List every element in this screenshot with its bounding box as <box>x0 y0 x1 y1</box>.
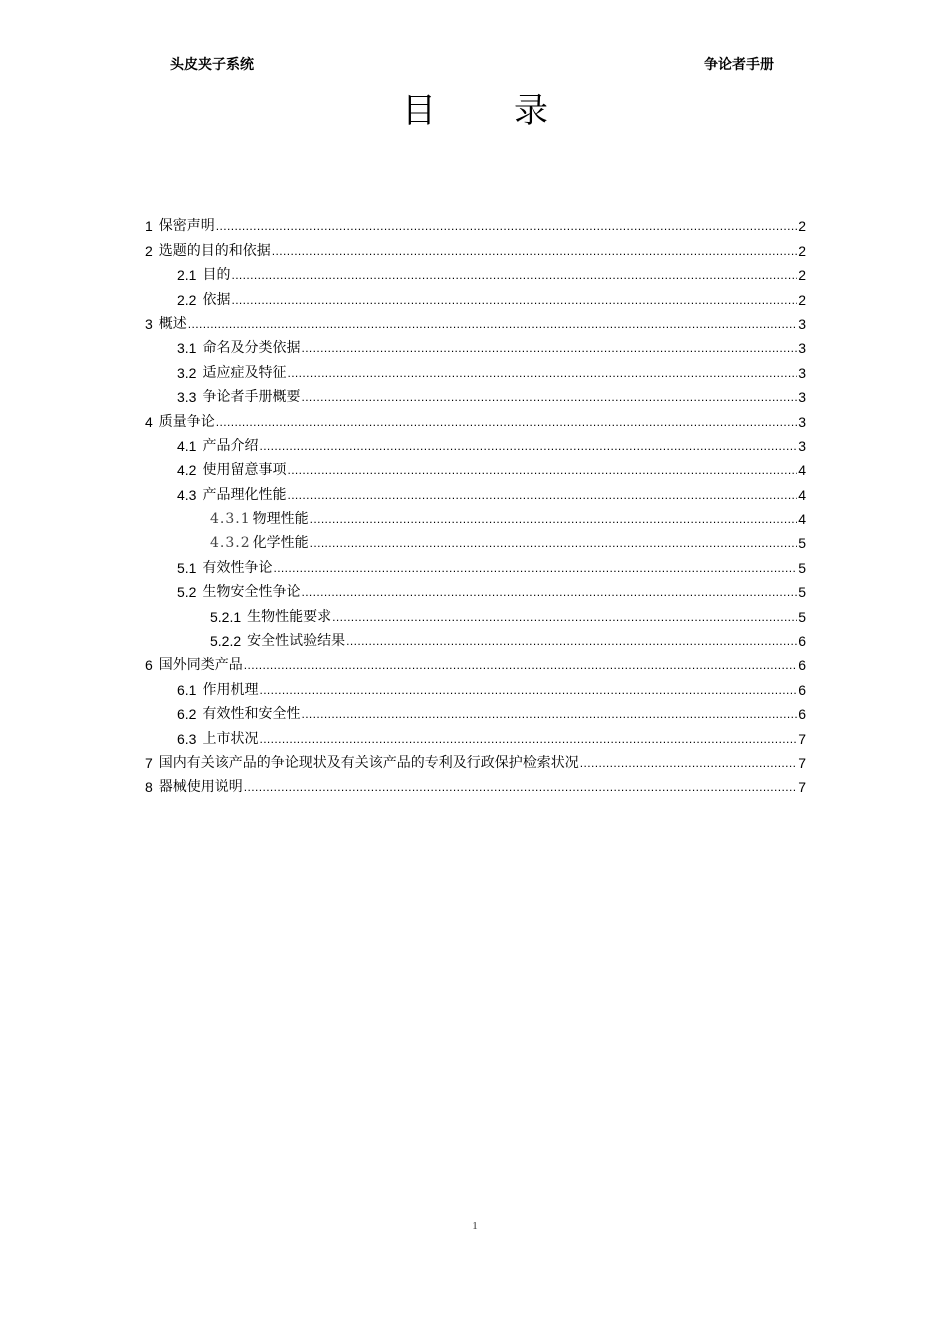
toc-entry-text: 生物安全性争论 <box>202 584 301 601</box>
toc-entry-page: 3 <box>798 315 806 332</box>
toc-entry-number: 5.2.1 <box>210 608 242 625</box>
toc-leader-dots <box>259 729 797 749</box>
toc-entry-number: 4.1 <box>177 437 197 454</box>
toc-entry-number: 3.1 <box>177 340 197 357</box>
toc-entry[interactable] <box>145 310 806 334</box>
toc-entry-page: 7 <box>798 779 806 796</box>
toc-entry[interactable] <box>145 700 806 724</box>
toc-entry-number: 6.3 <box>177 730 197 747</box>
toc-leader-dots <box>188 314 797 334</box>
toc-entry-number: 6 <box>145 657 153 674</box>
toc-entry-page: 3 <box>798 364 806 381</box>
toc-entry-page: 5 <box>798 535 806 552</box>
toc-entry[interactable] <box>145 285 806 309</box>
toc-leader-dots <box>231 290 797 310</box>
toc-entry-text: 上市状况 <box>202 730 259 747</box>
toc-entry[interactable] <box>145 773 806 797</box>
toc-entry[interactable] <box>145 724 806 748</box>
toc-entry-number: 2.1 <box>177 267 197 284</box>
toc-leader-dots <box>332 607 797 627</box>
toc-entry-text: 使用留意事项 <box>202 462 287 479</box>
toc-entry-page: 6 <box>798 633 806 650</box>
toc-entry-text: 依据 <box>202 291 231 308</box>
toc-entry-number: 8 <box>145 779 153 796</box>
toc-entry[interactable] <box>145 236 806 260</box>
toc-entry-page: 3 <box>798 389 806 406</box>
toc-entry-page: 5 <box>798 608 806 625</box>
toc-entry-number: 4.3.2 <box>210 535 251 552</box>
toc-entry-text: 有效性争论 <box>202 559 273 576</box>
toc-leader-dots <box>216 412 797 432</box>
toc-entry-page: 4 <box>798 462 806 479</box>
toc-entry-page: 3 <box>798 413 806 430</box>
toc-entry-page: 4 <box>798 486 806 503</box>
toc-entry[interactable] <box>145 212 806 236</box>
toc-entry-number: 4.3.1 <box>210 511 251 528</box>
toc-entry[interactable] <box>145 334 806 358</box>
title-char-1: 目 <box>402 91 436 131</box>
toc-leader-dots <box>346 631 797 651</box>
toc-entry[interactable] <box>145 432 806 456</box>
toc-entry-text: 物理性能 <box>252 511 309 528</box>
toc-entry-text: 有效性和安全性 <box>202 706 301 723</box>
toc-entry[interactable] <box>145 456 806 480</box>
toc-entry-number: 5.1 <box>177 559 197 576</box>
toc-leader-dots <box>310 533 797 553</box>
toc-entry-text: 安全性试验结果 <box>247 633 346 650</box>
toc-entry-page: 5 <box>798 584 806 601</box>
toc-entry-text: 目的 <box>202 267 231 284</box>
toc-entry[interactable] <box>145 407 806 431</box>
toc-entry[interactable] <box>145 505 806 529</box>
toc-entry-text: 质量争论 <box>158 413 215 430</box>
toc-leader-dots <box>580 753 797 773</box>
toc-entry[interactable] <box>145 675 806 699</box>
toc-entry[interactable] <box>145 602 806 626</box>
toc-entry-number: 4 <box>145 413 153 430</box>
toc-leader-dots <box>216 216 797 236</box>
toc-entry-text: 生物性能要求 <box>247 608 332 625</box>
toc-entry-page: 2 <box>798 242 806 259</box>
toc-entry-number: 6.2 <box>177 706 197 723</box>
toc-leader-dots <box>259 436 797 456</box>
toc-entry-page: 2 <box>798 291 806 308</box>
toc-entry-text: 概述 <box>158 315 187 332</box>
toc-entry-text: 作用机理 <box>202 681 259 698</box>
toc-leader-dots <box>231 265 797 285</box>
toc-entry-text: 命名及分类依据 <box>202 340 301 357</box>
toc-entry-number: 7 <box>145 754 153 771</box>
toc-entry[interactable] <box>145 383 806 407</box>
toc-entry-page: 6 <box>798 681 806 698</box>
toc-entry-text: 器械使用说明 <box>158 779 243 796</box>
toc-entry-page: 4 <box>798 511 806 528</box>
toc-leader-dots <box>272 241 797 261</box>
toc-leader-dots <box>273 558 797 578</box>
toc-leader-dots <box>287 485 797 505</box>
toc-entry[interactable] <box>145 651 806 675</box>
toc-entry-text: 国外同类产品 <box>158 657 243 674</box>
toc-entry-number: 3.2 <box>177 364 197 381</box>
toc-entry-number: 6.1 <box>177 681 197 698</box>
toc-entry-number: 5.2 <box>177 584 197 601</box>
table-of-contents <box>145 212 806 797</box>
toc-entry-text: 产品介绍 <box>202 437 259 454</box>
toc-leader-dots <box>287 363 797 383</box>
page-title <box>0 90 950 132</box>
toc-entry-number: 3 <box>145 315 153 332</box>
toc-leader-dots <box>301 582 797 602</box>
toc-entry[interactable] <box>145 529 806 553</box>
toc-leader-dots <box>244 777 797 797</box>
toc-entry-text: 保密声明 <box>158 218 215 235</box>
toc-entry-page: 3 <box>798 437 806 454</box>
toc-entry[interactable] <box>145 749 806 773</box>
toc-entry-number: 1 <box>145 218 153 235</box>
page-number: 1 <box>472 1220 478 1232</box>
toc-leader-dots <box>301 387 797 407</box>
toc-entry[interactable] <box>145 578 806 602</box>
toc-entry-page: 6 <box>798 657 806 674</box>
toc-leader-dots <box>301 338 797 358</box>
toc-entry-text: 国内有关该产品的争论现状及有关该产品的专利及行政保护检索状况 <box>158 754 579 771</box>
toc-entry-text: 适应症及特征 <box>202 364 287 381</box>
toc-entry-number: 4.2 <box>177 462 197 479</box>
toc-entry[interactable] <box>145 480 806 504</box>
toc-entry-page: 2 <box>798 267 806 284</box>
title-char-2: 录 <box>514 91 548 131</box>
header-left-title: 头皮夹子系统 <box>170 57 254 73</box>
toc-leader-dots <box>259 680 797 700</box>
toc-entry-page: 5 <box>798 559 806 576</box>
toc-entry-number: 2.2 <box>177 291 197 308</box>
toc-entry-number: 5.2.2 <box>210 633 242 650</box>
toc-leader-dots <box>301 704 797 724</box>
toc-leader-dots <box>244 655 797 675</box>
toc-entry-page: 3 <box>798 340 806 357</box>
toc-leader-dots <box>287 460 797 480</box>
toc-entry-page: 6 <box>798 706 806 723</box>
toc-entry-text: 产品理化性能 <box>202 486 287 503</box>
toc-entry[interactable] <box>145 627 806 651</box>
toc-entry-page: 7 <box>798 754 806 771</box>
toc-entry-page: 2 <box>798 218 806 235</box>
toc-entry[interactable] <box>145 261 806 285</box>
toc-entry-text: 选题的目的和依据 <box>158 242 271 259</box>
toc-entry[interactable] <box>145 553 806 577</box>
toc-leader-dots <box>310 509 797 529</box>
header-right-title: 争论者手册 <box>704 57 774 73</box>
toc-entry-number: 4.3 <box>177 486 197 503</box>
toc-entry-number: 3.3 <box>177 389 197 406</box>
toc-entry-text: 争论者手册概要 <box>202 389 301 406</box>
toc-entry-text: 化学性能 <box>252 535 309 552</box>
toc-entry-number: 2 <box>145 242 153 259</box>
toc-entry[interactable] <box>145 358 806 382</box>
toc-entry-page: 7 <box>798 730 806 747</box>
